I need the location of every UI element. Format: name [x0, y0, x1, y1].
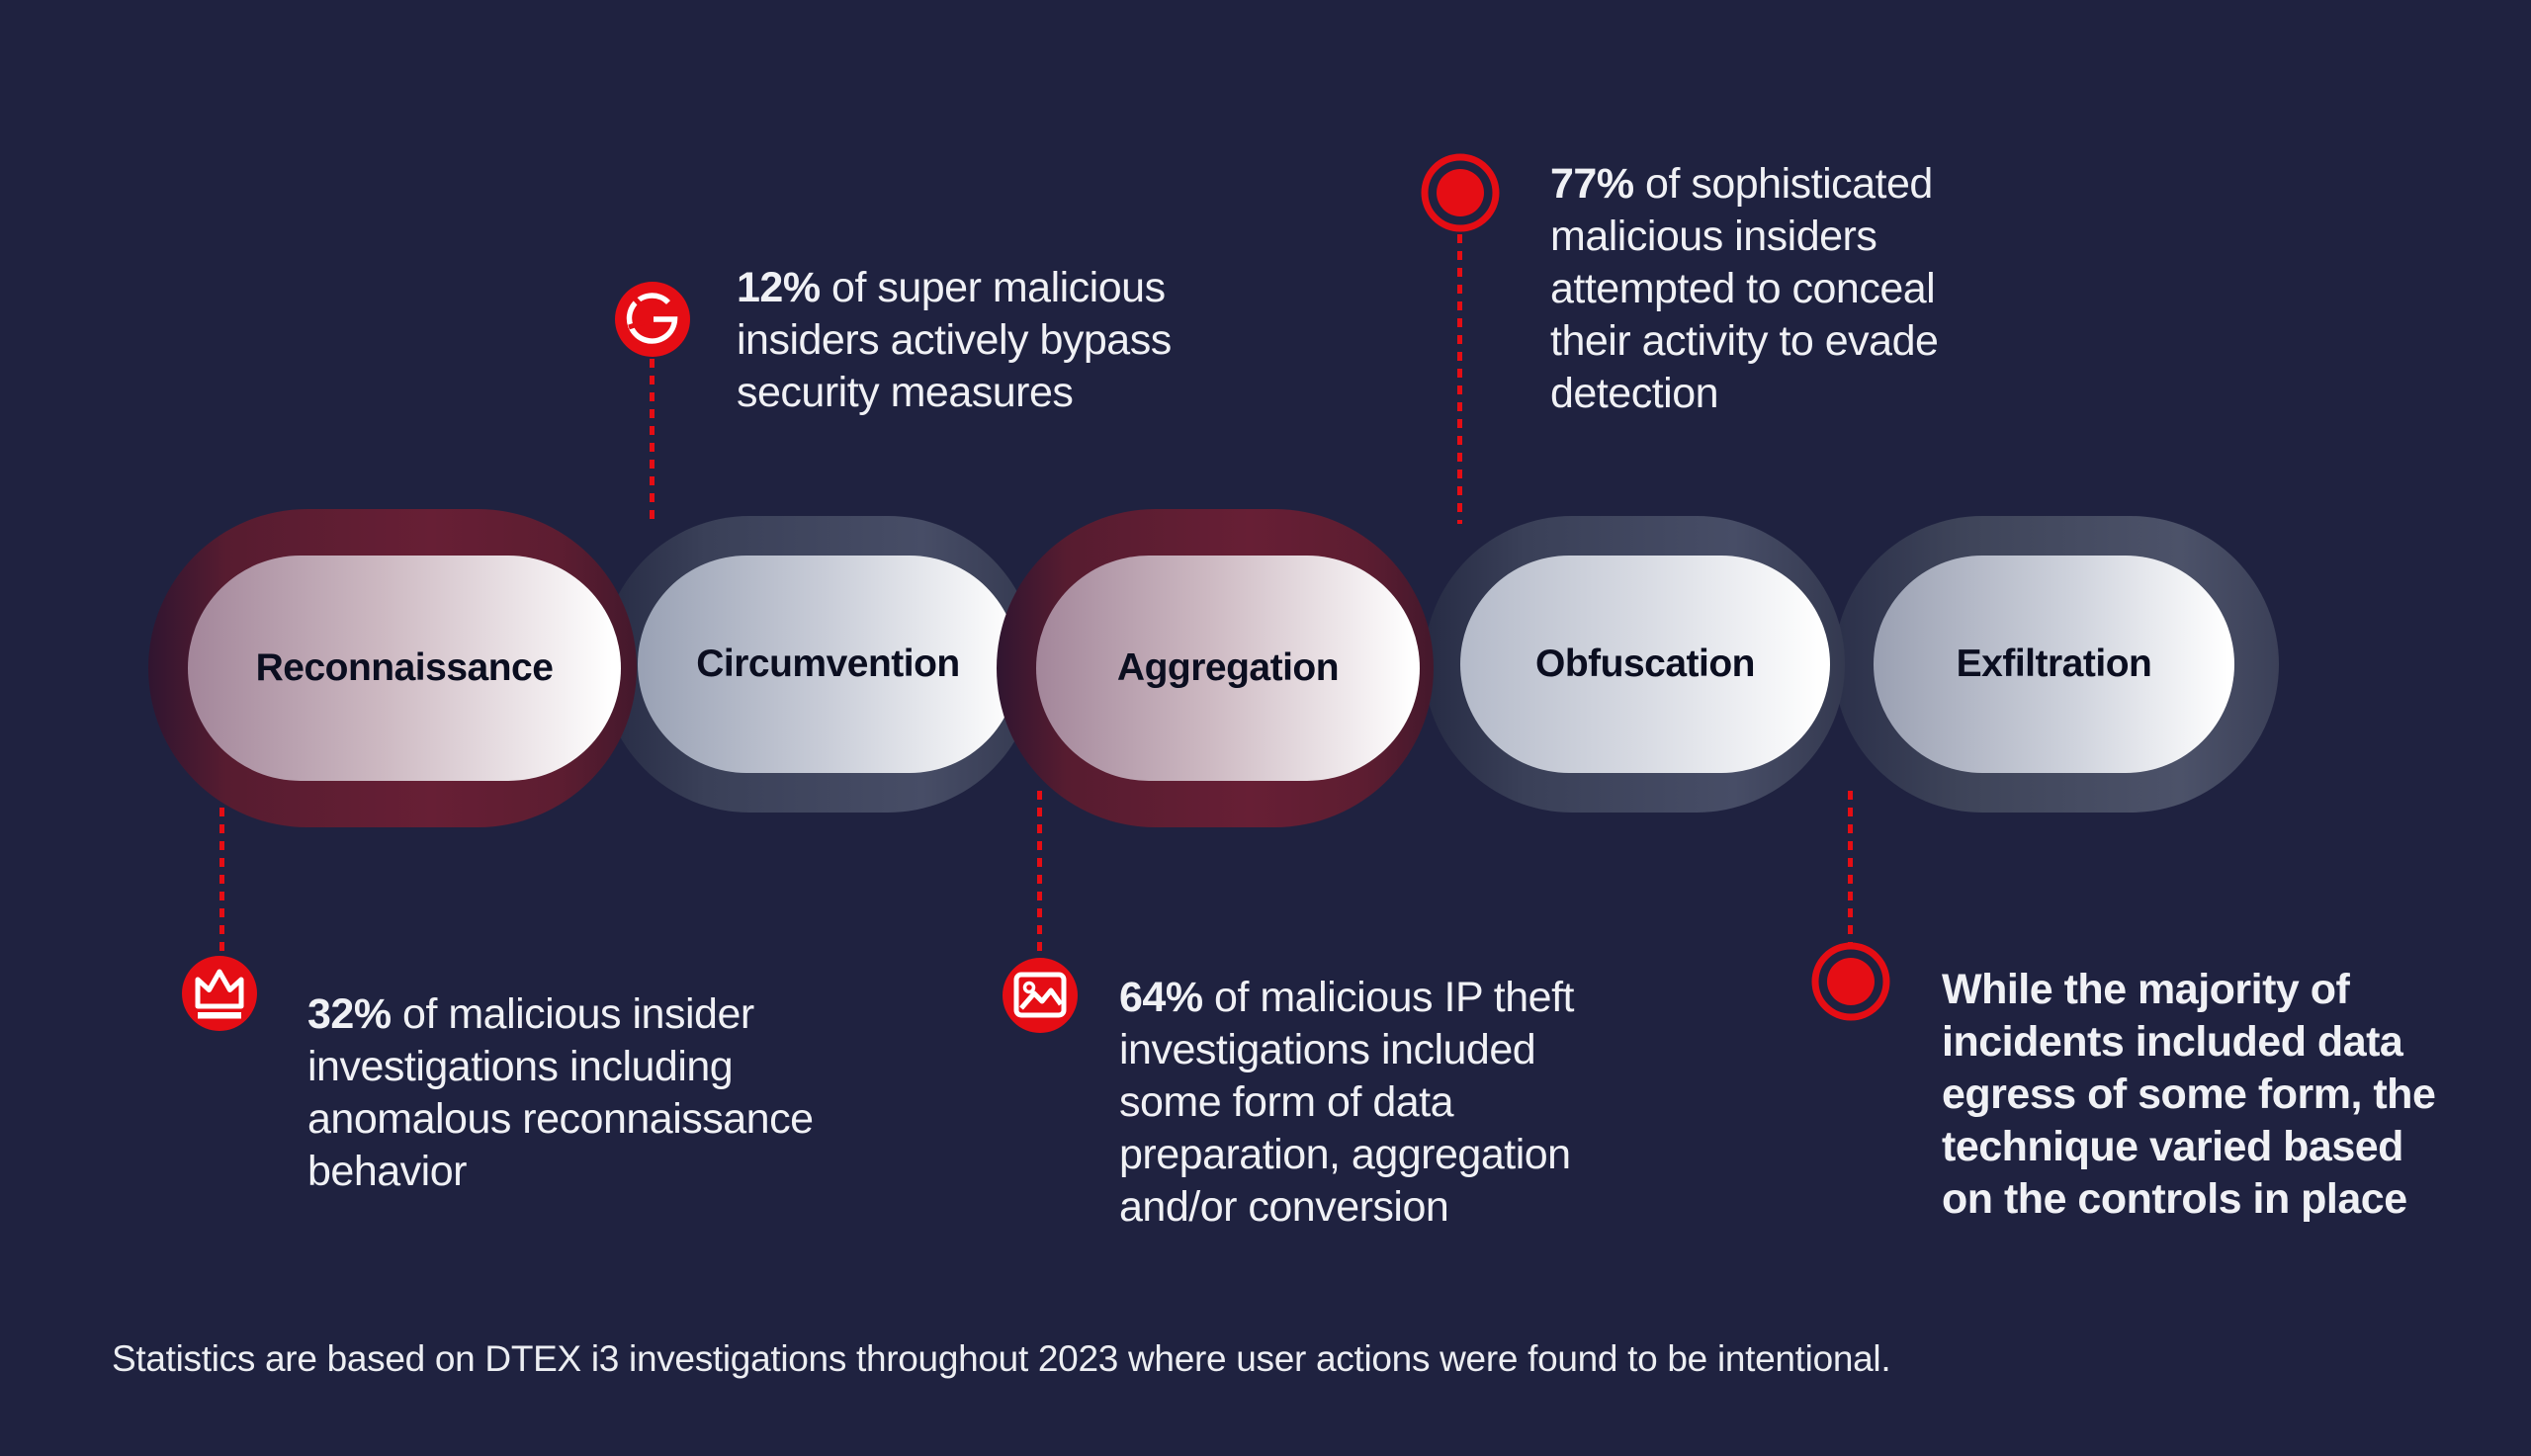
callout-exfiltration-note [1942, 964, 2435, 1226]
callout-line: technique varied based [1942, 1123, 2403, 1170]
callout-line: egress of some form, the [1942, 1071, 2436, 1118]
target-icon [1803, 934, 1898, 1029]
callout-line: While the majority of [1942, 966, 2350, 1013]
pill-inner [188, 556, 621, 781]
stage-label: Obfuscation [1534, 642, 1755, 685]
callout-line: security measures [737, 369, 1074, 416]
stage-label: Circumvention [696, 642, 960, 685]
callout-line: insiders actively bypass [737, 316, 1172, 364]
callout-circumvention-stat [737, 262, 1172, 419]
pill-inner [1460, 556, 1830, 773]
stage-pill-reconnaissance [148, 509, 637, 827]
callout-line: incidents included data [1942, 1018, 2403, 1066]
pill-inner [638, 556, 1018, 773]
image-icon [993, 948, 1088, 1043]
callout-line: 64% of malicious IP theft [1119, 974, 1574, 1021]
connector-obfuscation [1457, 234, 1462, 524]
stage-pill-circumvention [601, 516, 1036, 813]
callout-line: their activity to evade [1550, 317, 1939, 365]
footer-note: Statistics are based on DTEX i3 investigations throughout 2023 where user actions were found to be intentional. [112, 1338, 1891, 1379]
stage-label: Exfiltration [1956, 642, 2152, 685]
target-icon [1413, 145, 1508, 240]
connector-exfiltration [1848, 791, 1853, 943]
callout-reconnaissance-stat [307, 988, 814, 1198]
callout-line: attempted to conceal [1550, 265, 1936, 312]
callout-line: preparation, aggregation [1119, 1131, 1571, 1178]
callout-line: anomalous reconnaissance [307, 1095, 814, 1143]
connector-circumvention [650, 359, 655, 524]
pill-inner [1874, 556, 2234, 773]
callout-line: some form of data [1119, 1078, 1454, 1126]
stage-label: Reconnaissance [255, 646, 554, 689]
callout-line: 12% of super malicious [737, 264, 1166, 311]
stage-pill-exfiltration [1834, 516, 2279, 813]
stage-pill-obfuscation [1424, 516, 1845, 813]
callout-line: investigations including [307, 1043, 734, 1090]
callout-line: and/or conversion [1119, 1183, 1449, 1231]
callout-line: 77% of sophisticated [1550, 160, 1933, 208]
callout-line: detection [1550, 370, 1719, 417]
callout-line: on the controls in place [1942, 1175, 2407, 1223]
callout-line: behavior [307, 1148, 467, 1195]
g-icon [605, 272, 700, 367]
callout-aggregation-stat [1119, 972, 1574, 1234]
callout-line: malicious insiders [1550, 213, 1877, 260]
callout-line: 32% of malicious insider [307, 990, 754, 1038]
crown-icon [172, 946, 267, 1041]
stage-pill-aggregation [997, 509, 1434, 827]
pill-inner [1036, 556, 1420, 781]
stage-label: Aggregation [1116, 646, 1340, 689]
callout-obfuscation-stat [1550, 158, 1938, 420]
callout-line: investigations included [1119, 1026, 1536, 1073]
